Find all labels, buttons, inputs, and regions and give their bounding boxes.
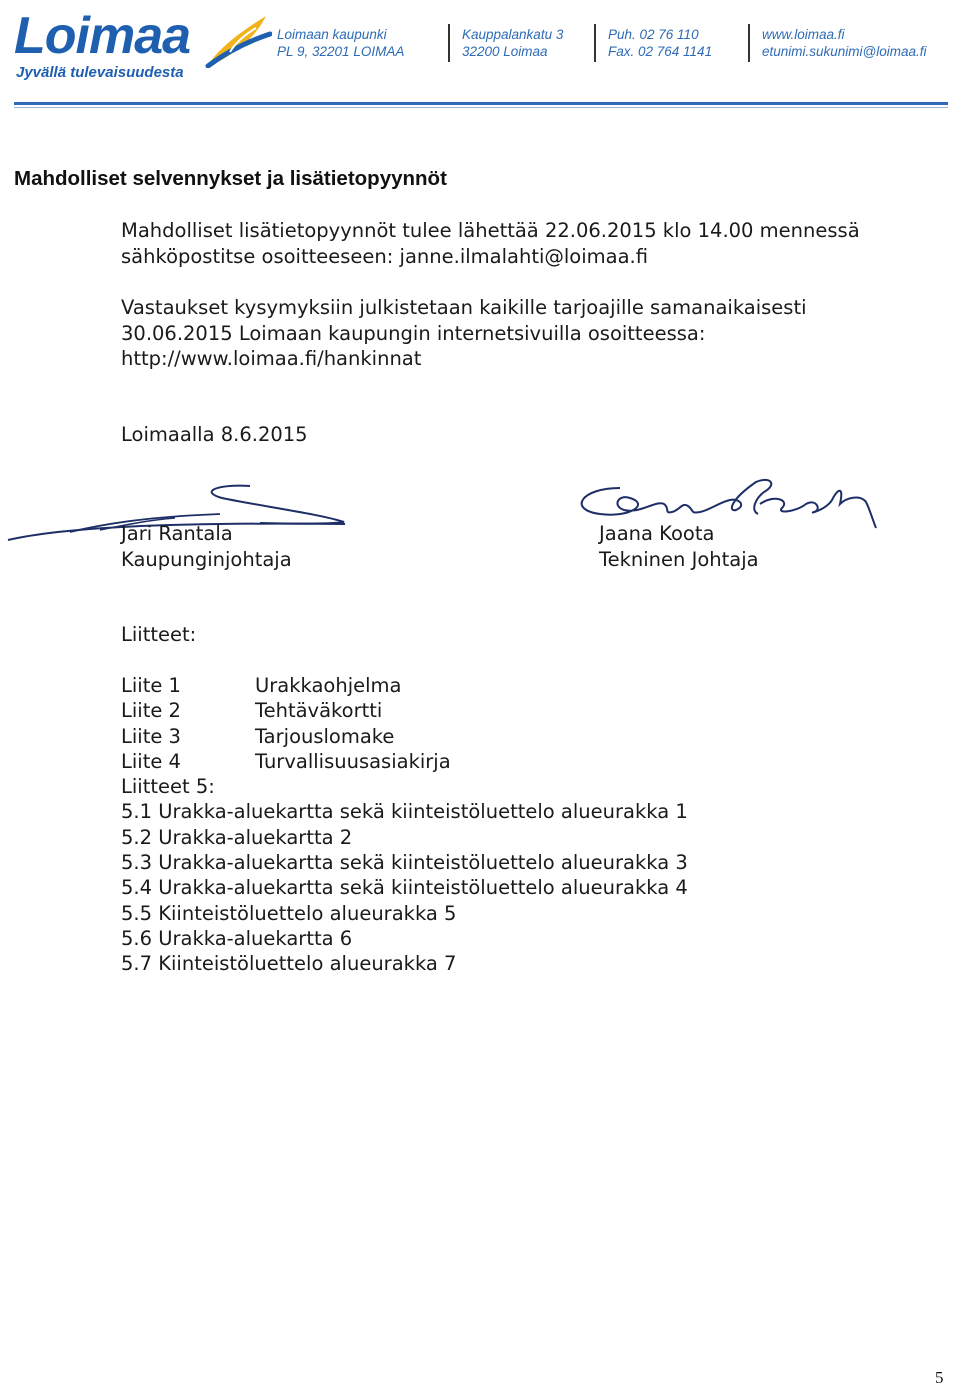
list-item: 5.6 Urakka-aluekartta 6 <box>121 926 353 950</box>
paragraph-line: http://www.loimaa.fi/hankinnat <box>121 347 422 370</box>
list-item <box>121 698 688 723</box>
list-item: 5.7 Kiinteistöluettelo alueurakka 7 <box>121 952 457 976</box>
page-number: 5 <box>935 1368 944 1387</box>
paragraph-line: 30.06.2015 Loimaan kaupungin internetsivuilla osoitteessa: <box>121 321 706 345</box>
header-contact-numbers <box>608 26 712 60</box>
attachment-number: Liite 2 <box>121 699 181 723</box>
section-heading: Mahdolliset selvennykset ja lisätietopyynnöt <box>14 167 447 190</box>
header-rule-thin <box>14 107 948 108</box>
list-item: 5.4 Urakka-aluekartta sekä kiinteistöluettelo alueurakka 4 <box>121 876 688 900</box>
logo-tagline: Jyvällä tulevaisuudesta <box>16 64 184 81</box>
attachments-list <box>121 673 688 977</box>
attachment-number: Liite 4 <box>121 749 181 773</box>
org-po-box: PL 9, 32201 LOIMAA <box>277 44 405 59</box>
attachment-title: Urakkaohjelma <box>255 674 402 697</box>
city-logo <box>14 6 264 86</box>
street-postcode: 32200 Loimaa <box>462 44 548 59</box>
signatory-title: Tekninen Johtaja <box>599 547 759 571</box>
wheat-leaf-icon <box>200 12 272 68</box>
list-item <box>121 724 688 749</box>
header-rule <box>14 102 948 105</box>
place-date: Loimaalla 8.6.2015 <box>121 423 308 446</box>
header-divider <box>594 24 596 62</box>
header-divider <box>748 24 750 62</box>
paragraph-inquiries <box>121 218 860 269</box>
paragraph-line: sähköpostitse osoitteeseen: janne.ilmalahti@loimaa.fi <box>121 244 649 268</box>
signatory-2 <box>599 521 759 572</box>
header-divider <box>448 24 450 62</box>
signatory-name: Jari Rantala <box>121 522 233 545</box>
email-pattern: etunimi.sukunimi@loimaa.fi <box>762 44 927 59</box>
paragraph-line: Vastaukset kysymyksiin julkistetaan kaikille tarjoajille samanaikaisesti <box>121 296 807 319</box>
attachment-title: Tarjouslomake <box>255 724 395 748</box>
header-street-address <box>462 26 563 60</box>
signatory-1 <box>121 521 292 572</box>
list-item: 5.3 Urakka-aluekartta sekä kiinteistöluettelo alueurakka 3 <box>121 851 688 875</box>
signatory-name: Jaana Koota <box>599 522 715 545</box>
list-item: 5.2 Urakka-aluekartta 2 <box>121 825 353 849</box>
list-item: 5.5 Kiinteistöluettelo alueurakka 5 <box>121 901 457 925</box>
attachment-number: Liite 1 <box>121 674 181 697</box>
list-item <box>121 673 688 698</box>
attachments-heading: Liitteet: <box>121 623 197 646</box>
attachment-number: Liite 3 <box>121 724 181 748</box>
signatory-title: Kaupunginjohtaja <box>121 547 292 571</box>
header-web-contacts <box>762 26 927 60</box>
attachments-sub-heading: Liitteet 5: <box>121 775 215 799</box>
paragraph-line: Mahdolliset lisätietopyynnöt tulee lähettää 22.06.2015 klo 14.00 mennessä <box>121 219 860 242</box>
fax-number: Fax. 02 764 1141 <box>608 44 713 59</box>
org-name: Loimaan kaupunki <box>277 27 387 42</box>
header-org-address <box>277 26 404 60</box>
list-item: 5.1 Urakka-aluekartta sekä kiinteistöluettelo alueurakka 1 <box>121 800 688 824</box>
list-item <box>121 749 688 774</box>
phone-number: Puh. 02 76 110 <box>608 27 699 42</box>
attachment-title: Turvallisuusasiakirja <box>255 749 451 773</box>
street-address: Kauppalankatu 3 <box>462 27 564 42</box>
logo-wordmark: Loimaa <box>14 7 191 65</box>
paragraph-answers <box>121 295 807 372</box>
website: www.loimaa.fi <box>762 27 845 42</box>
attachment-title: Tehtäväkortti <box>255 699 383 723</box>
